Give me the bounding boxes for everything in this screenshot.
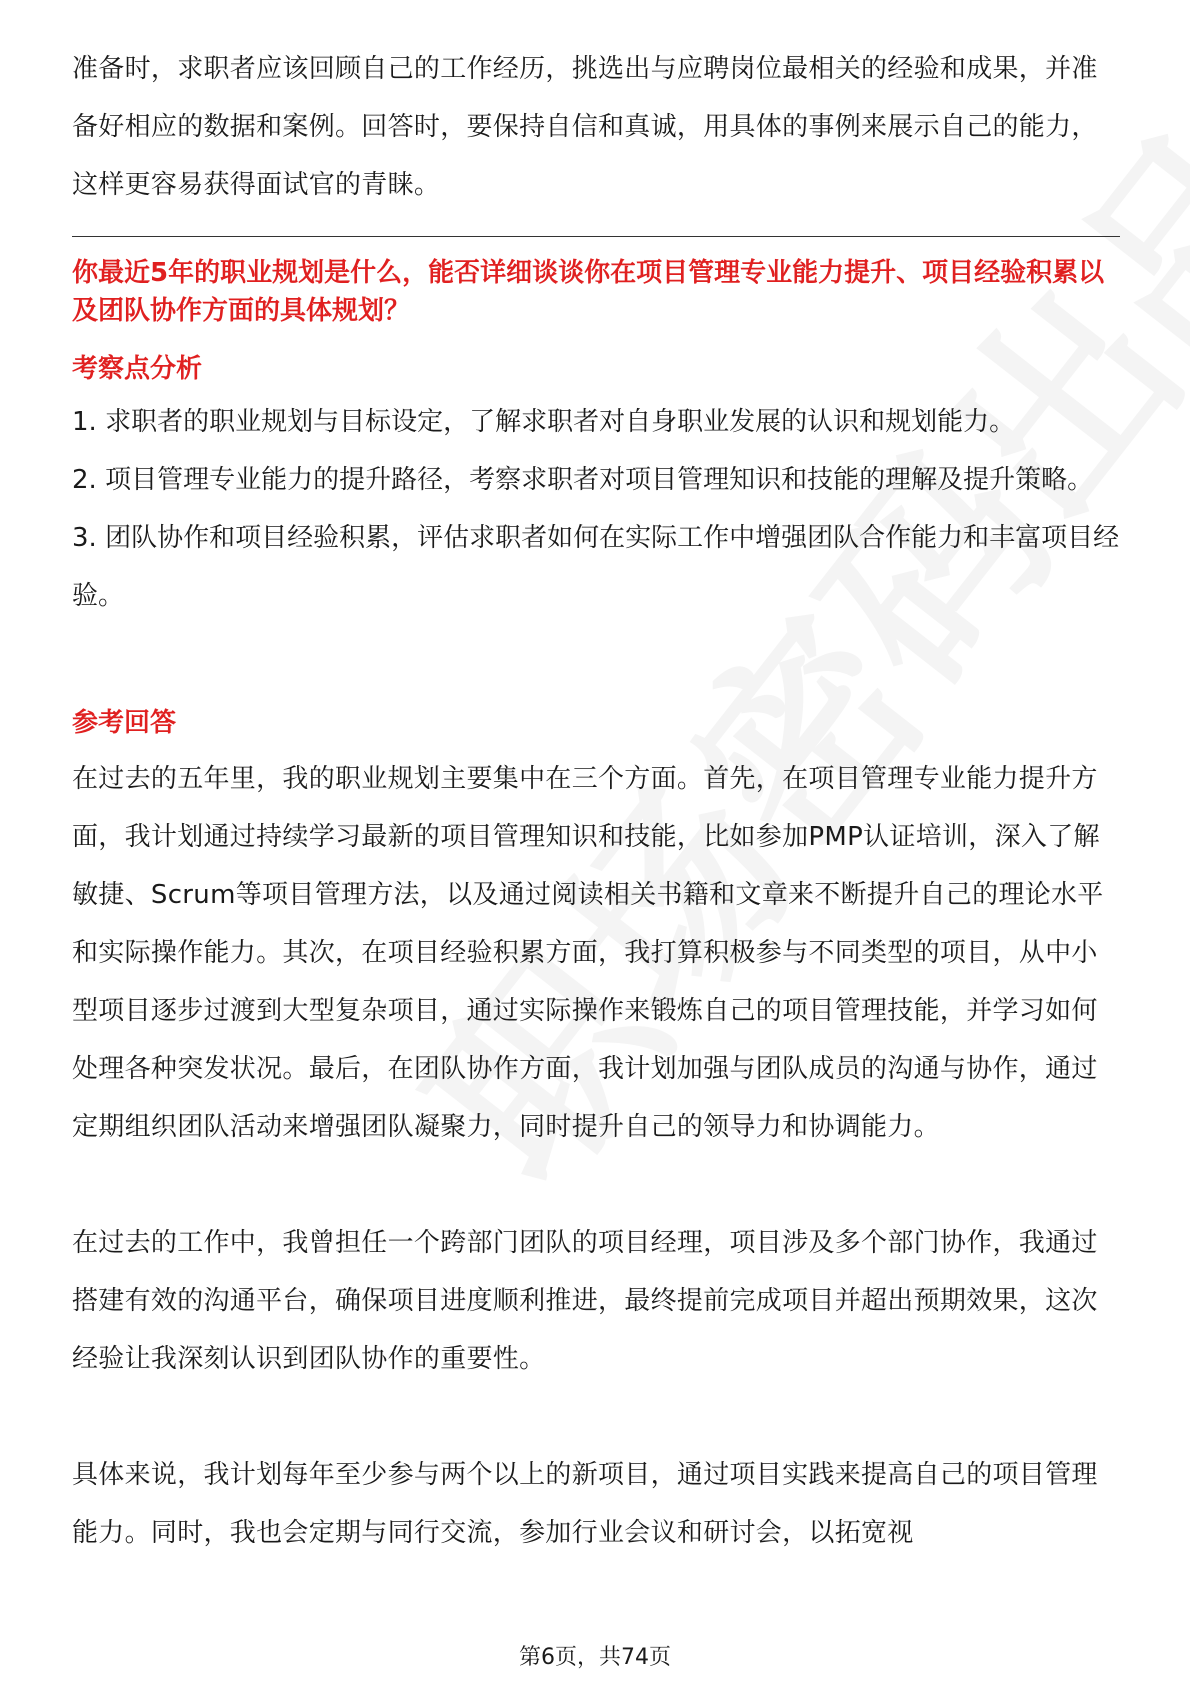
analysis-point: 3. 团队协作和项目经验积累，评估求职者如何在实际工作中增强团队合作能力和丰富项目经验。 [72, 523, 1120, 611]
page-footer: 第6页，共74页 [519, 1645, 671, 1670]
answer-paragraph: 具体来说，我计划每年至少参与两个以上的新项目，通过项目实践来提高自己的项目管理能力。同时，我也会定期与同行交流，参加行业会议和研讨会，以拓宽视 [72, 1460, 1098, 1548]
answer-paragraph: 在过去的工作中，我曾担任一个跨部门团队的项目经理，项目涉及多个部门协作，我通过搭建有效的沟通平台，确保项目进度顺利推进，最终提前完成项目并超出预期效果，这次经验让我深刻认识到团队协作的重要性。 [72, 1228, 1098, 1374]
analysis-points [72, 393, 1120, 625]
answer-body [72, 750, 1120, 1620]
analysis-heading: 考察点分析 [72, 354, 203, 384]
interview-question: 你最近5年的职业规划是什么，能否详细谈谈你在项目管理专业能力提升、项目经验积累以及团队协作方面的具体规划？ [72, 258, 1105, 326]
analysis-point: 1. 求职者的职业规划与目标设定，了解求职者对自身职业发展的认识和规划能力。 [72, 407, 1016, 437]
answer-paragraph: 在过去的五年里，我的职业规划主要集中在三个方面。首先，在项目管理专业能力提升方面，我计划通过持续学习最新的项目管理知识和技能，比如参加PMP认证培训，深入了解敏捷、Scrum等项目管理方法，以及通过阅读相关书籍和文章来不断提升自己的理论水平和实际操作能力。其次，在项目经验积累方面，我打算积极参与不同类型的项目，从中小型项目逐步过渡到大型复杂项目，通过实际操作来锻炼自己的项目管理技能，并学习如何处理各种突发状况。最后，在团队协作方面，我计划加强与团队成员的沟通与协作，通过定期组织团队活动来增强团队凝聚力，同时提升自己的领导力和协调能力。 [72, 764, 1104, 1142]
intro-paragraph: 准备时，求职者应该回顾自己的工作经历，挑选出与应聘岗位最相关的经验和成果，并准备好相应的数据和案例。回答时，要保持自信和真诚，用具体的事例来展示自己的能力，这样更容易获得面试官的青睐。 [72, 54, 1098, 200]
section-divider [72, 236, 1120, 237]
answer-heading: 参考回答 [72, 708, 177, 738]
analysis-point: 2. 项目管理专业能力的提升路径，考察求职者对项目管理知识和技能的理解及提升策略。 [72, 465, 1094, 495]
